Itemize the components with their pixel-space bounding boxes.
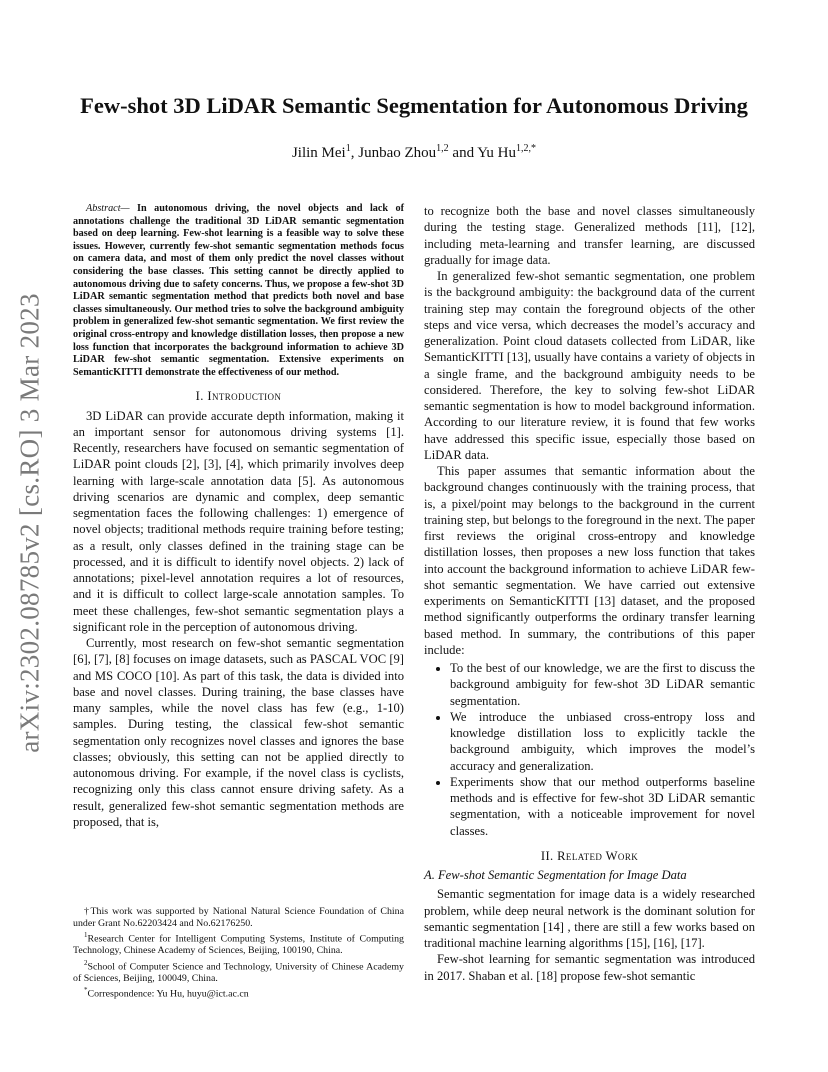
left-column — [73, 203, 404, 830]
paragraph: Currently, most research on few-shot semantic segmentation [6], [7], [8] focuses on image datasets, such as PASCAL VOC [9] and MS COCO [10]. As part of this task, the data is divided into base and novel classes. During training, the base classes have many samples, while the novel class has few (e.g., 1-10) samples. During testing, the classical few-shot semantic segmentation only recognizes novel classes and ignores the base classes; obviously, this setting can not be applied directly to autonomous driving. For example, if the novel class is cyclists, recognizing only this class cannot ensure driving safety. As a result, generalized few-shot semantic segmentation methods are proposed, that is, — [73, 636, 404, 829]
abstract — [73, 203, 404, 379]
footnote-mark: 1 — [84, 931, 88, 940]
list-item: • We introduce the unbiased cross-entropy loss and knowledge distillation loss to explicitly tackle the background ambiguity, which improves the model’s accuracy and generalization. — [450, 709, 755, 774]
footnote-affiliation-2: $^2$School of Computer Science and Technology, University of Chinese Academy of Sciences, Beijing, 100049, China. — [73, 958, 404, 984]
paper-title: Few-shot 3D LiDAR Semantic Segmentation for Autonomous Driving — [80, 93, 748, 118]
author-list — [60, 143, 768, 162]
author-affiliation-mark: 1 — [345, 143, 351, 154]
author-name: Jilin Mei — [291, 145, 346, 161]
paragraph: 3D LiDAR can provide accurate depth information, making it an important sensor for autonomous driving systems [1]. Recently, researchers have focused on semantic segmentation of LiDAR point clouds [2], [3], [4], which primarily involves deep learning with large-scale annotation data [5]. As autonomous driving scenarios are dynamic and complex, deep semantic segmentation faces the following challenges: 1) emergence of novel objects; traditional methods require training before testing; as a result, only classes defined in the training stage can be processed, and it is difficult to identify novel objects. 2) lack of annotations; pixel-level annotation requires a lot of resources, and it is difficult to collect large-scale annotation samples. To meet these challenges, few-shot semantic segmentation plays a significant role in the perception of autonomous driving. — [73, 408, 404, 634]
footnote-funding: †This work was supported by National Natural Science Foundation of China under Grant No.62203424 and No.62176250. — [73, 906, 404, 929]
arxiv-identifier-text: arXiv:2302.08785v2 [cs.RO] 3 Mar 2023 — [14, 293, 45, 753]
section-heading-introduction: I. Introduction — [195, 389, 282, 404]
author-name: Yu Hu — [477, 145, 517, 161]
abstract-label: Abstract— — [86, 203, 130, 214]
paragraph: Semantic segmentation for image data is a widely researched problem, while deep neural network is the dominant solution for semantic segmentation [14] , there are still a few works based on traditional machine learning algorithms [15], [16], [17]. — [424, 887, 755, 950]
author-separator: , — [350, 145, 359, 161]
author-name: Junbao Zhou — [358, 145, 437, 161]
footnote-mark: * — [84, 986, 88, 995]
list-item: • Experiments show that our method outperforms baseline methods and is effective for few-shot 3D LiDAR semantic segmentation, with a noticeable improvement for novel classes. — [450, 774, 755, 839]
paragraph: In generalized few-shot semantic segmentation, one problem is the background ambiguity: the background data of the current training step may contain the foreground objects of the other steps and vice versa, which decreases the model’s accuracy and generalization. Point cloud datasets collected from LiDAR, like SemanticKITTI [13], usually have contains a variety of objects in a single frame, and the background ambiguity needs to be considered. Therefore, the key to solving few-shot LiDAR semantic segmentation is how to model background information. According to our literature review, it is found that few works have addressed this specific issue, especially those based on LiDAR data. — [424, 269, 755, 462]
footnote-affiliation-1: $^1$Research Center for Intelligent Computing Systems, Institute of Computing Technology, Chinese Academy of Sciences, Beijing, 100190, China. — [73, 931, 404, 957]
right-column — [424, 203, 755, 984]
paragraph: This paper assumes that semantic information about the background changes continuously with the training process, that is, a pixel/point may belongs to the background in the current training step, but belongs to the foreground in the next. The paper first reviews the original cross-entropy and knowledge distillation losses, then proposes a new loss function that takes into account the background information to achieve LiDAR few-shot semantic segmentation. We have carried out extensive experiments on SemanticKITTI [13] dataset, and the proposed method significantly outperforms the ordinary transfer learning based method. In summary, the contributions of this paper include: — [424, 464, 755, 657]
section-heading-related-work: II. Related Work — [540, 848, 639, 863]
author-affiliation-mark: 1,2 — [436, 143, 449, 154]
paragraph: Few-shot learning for semantic segmentation was introduced in 2017. Shaban et al. [18] propose few-shot semantic — [424, 952, 755, 983]
arxiv-identifier — [10, 288, 50, 758]
paragraph-continued: to recognize both the base and novel classes simultaneously during the testing stage. Generalized methods [11], [12], including meta-learning and transfer learning, are discussed gradually for image data. — [424, 204, 755, 267]
list-item: • To the best of our knowledge, we are the first to discuss the background ambiguity for few-shot 3D LiDAR semantic segmentation. — [450, 660, 755, 709]
author-affiliation-mark: 1,2,* — [516, 143, 537, 154]
contributions-list — [424, 660, 755, 839]
footnote-mark: 2 — [84, 958, 88, 967]
subsection-heading: A. Few-shot Semantic Segmentation for Image Data — [424, 868, 687, 882]
author-separator: and — [448, 145, 478, 161]
footnote-correspondence: *Correspondence: Yu Hu, huyu@ict.ac.cn — [84, 986, 249, 1000]
abstract-text: In autonomous driving, the novel objects and lack of annotations challenge the traditional 3D LiDAR semantic segmentation based on deep learning. Few-shot learning is a feasible way to solve these issues. However, currently few-shot semantic segmentation methods focus on camera data, and most of them only predict the novel classes without considering the base classes. This setting cannot be directly applied to autonomous driving due to safety concerns. Thus, we propose a few-shot 3D LiDAR semantic segmentation method that predicts both novel and base classes simultaneously. Our method tries to solve the background ambiguity problem in generalized few-shot semantic segmentation. We first review the original cross-entropy and knowledge distillation losses, then propose a new loss function that incorporates the background information to achieve 3D LiDAR few-shot semantic segmentation. Extensive experiments on SemanticKITTI demonstrate the effectiveness of our method. — [73, 203, 404, 378]
footnotes — [73, 906, 404, 1001]
